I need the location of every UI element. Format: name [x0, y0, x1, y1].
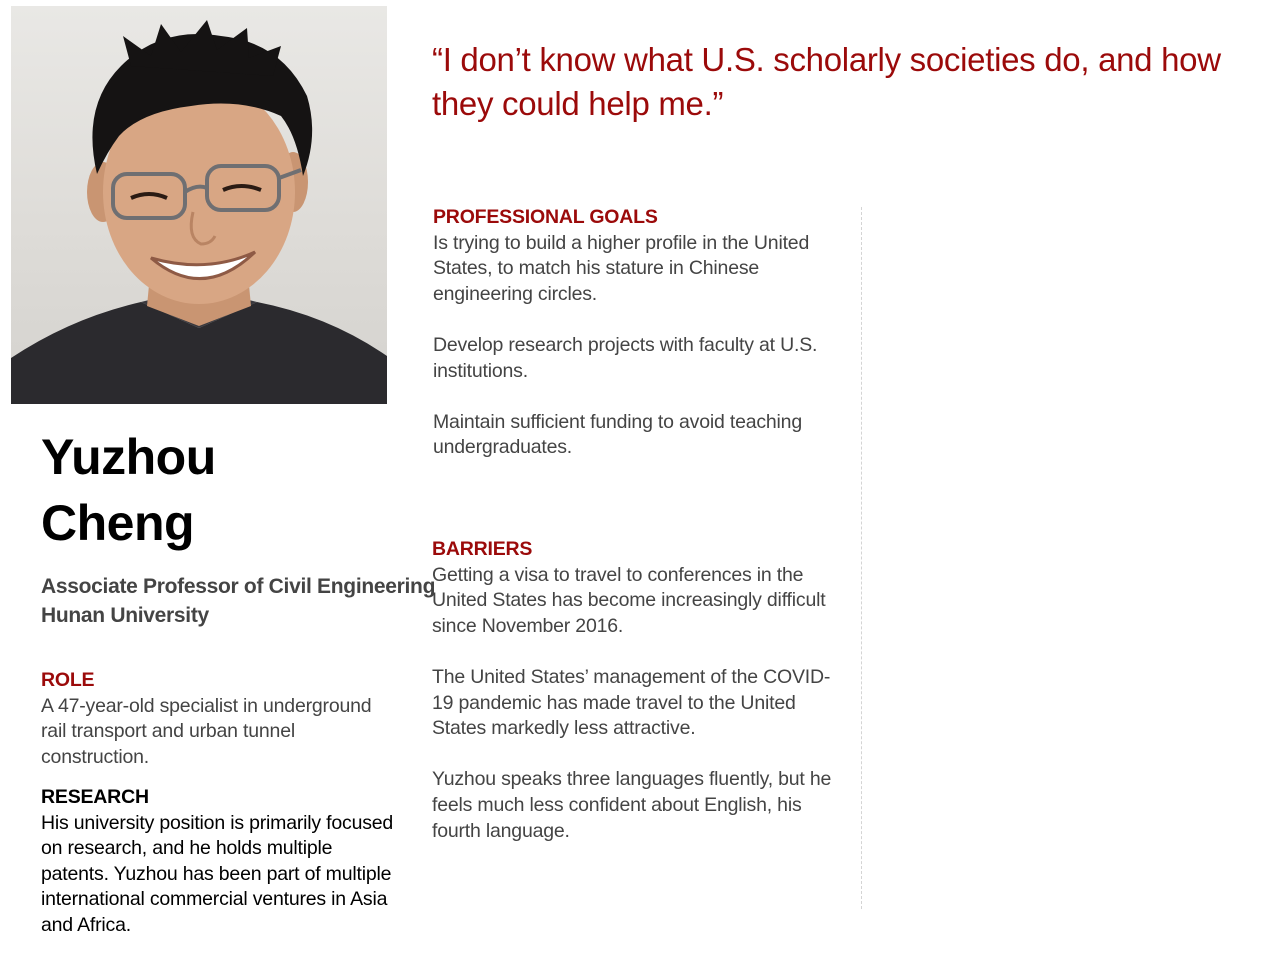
goal-item: Is trying to build a higher profile in the United States, to match his stature in Chinese engineering circles. — [433, 231, 810, 305]
persona-title — [41, 572, 441, 630]
barrier-item: The United States’ management of the COVID-19 pandemic has made travel to the United States markedly less attractive. — [432, 665, 831, 740]
persona-name — [41, 424, 381, 556]
barrier-item: Getting a visa to travel to conferences in the United States has become increasingly difficult since November 2016. — [432, 563, 826, 637]
role-heading: ROLE — [41, 669, 95, 691]
role-section — [41, 668, 401, 770]
professional-goals-section — [433, 205, 828, 461]
barriers-section — [432, 537, 842, 844]
portrait-photo — [11, 6, 387, 404]
research-text: His university position is primarily focused on research, and he holds multiple patents. Yuzhou has been part of multiple international commercial ventures in Asia and Africa. — [41, 811, 394, 936]
goal-item: Maintain sufficient funding to avoid teaching undergraduates. — [433, 410, 802, 459]
research-heading: RESEARCH — [41, 786, 149, 808]
persona-institution: Hunan University — [41, 604, 209, 627]
goal-item: Develop research projects with faculty at U.S. institutions. — [433, 333, 818, 382]
persona-quote: “I don’t know what U.S. scholarly societies do, and how they could help me.” — [432, 41, 1221, 122]
persona-first-name: Yuzhou — [41, 429, 216, 485]
barriers-heading: BARRIERS — [432, 538, 533, 560]
role-text: A 47-year-old specialist in underground rail transport and urban tunnel construction. — [41, 694, 372, 768]
column-divider — [861, 207, 862, 909]
research-section — [41, 785, 401, 939]
professional-goals-heading: PROFESSIONAL GOALS — [433, 206, 658, 228]
persona-last-name: Cheng — [41, 495, 195, 551]
persona-position: Associate Professor of Civil Engineering — [41, 575, 436, 598]
barrier-item: Yuzhou speaks three languages fluently, but he feels much less confident about English, his fourth language. — [432, 768, 832, 842]
